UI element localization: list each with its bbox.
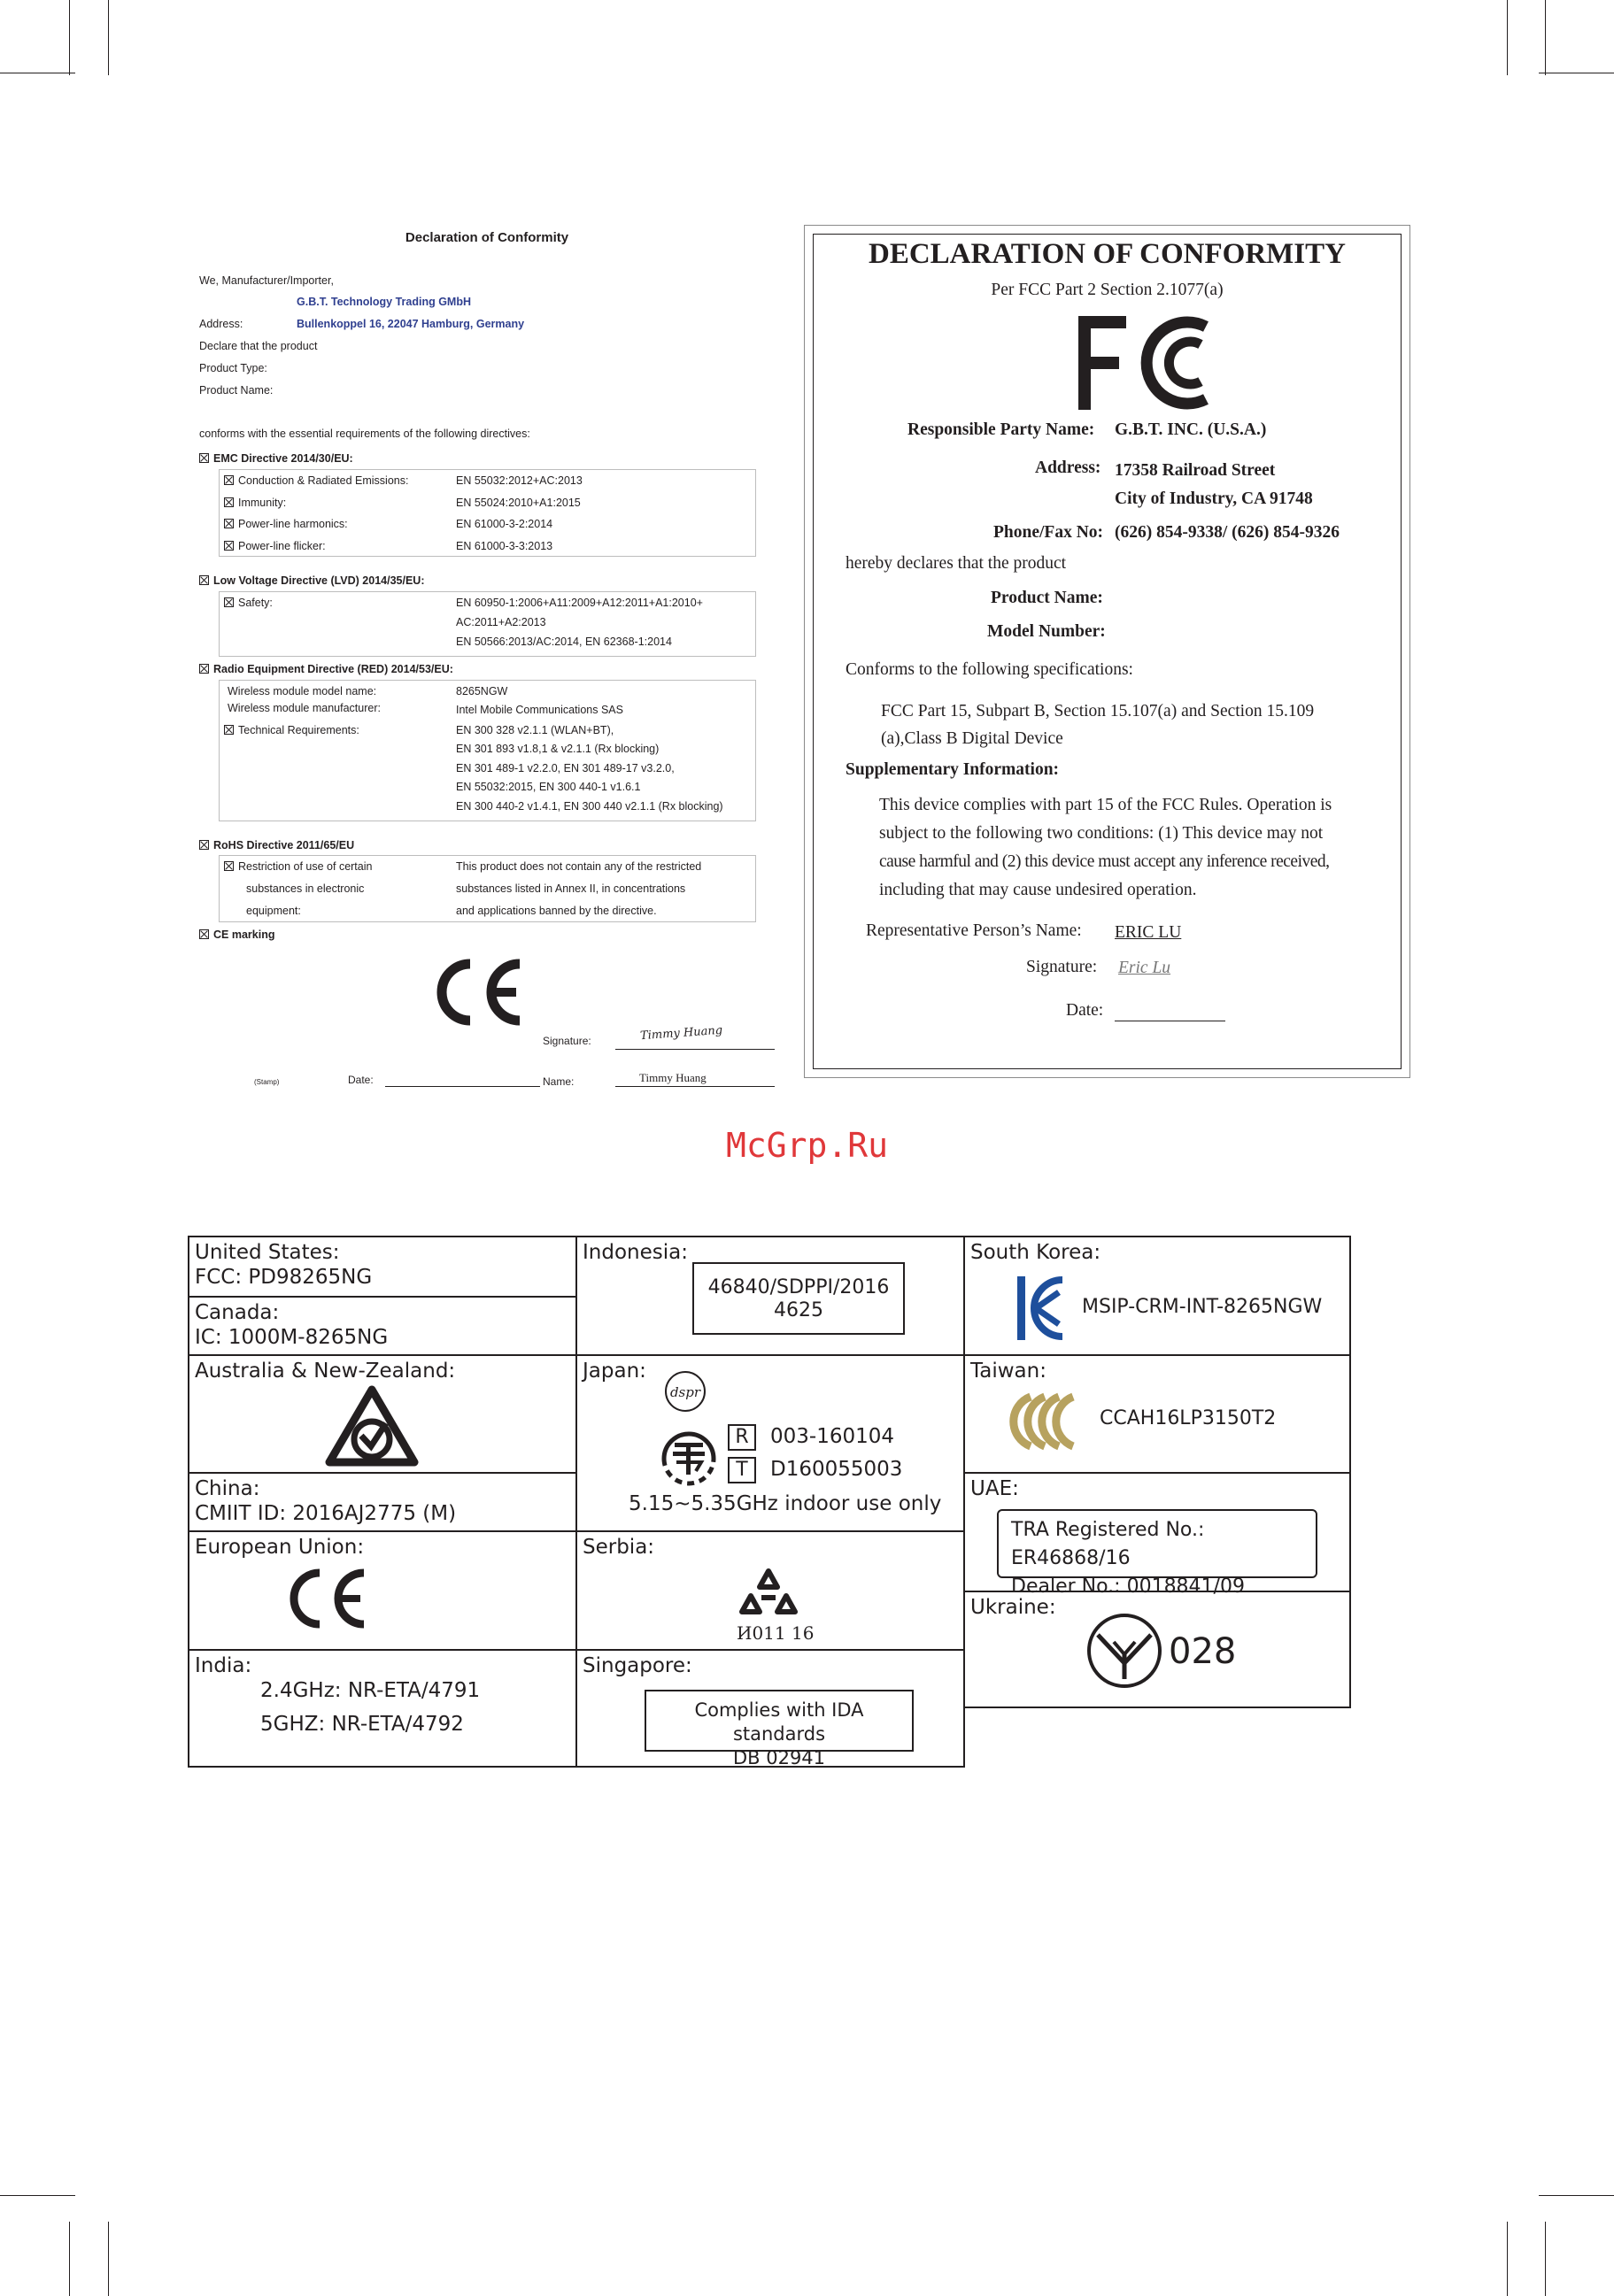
eu-declare: Declare that the product (199, 340, 318, 352)
red-tech-line: EN 301 489-1 v2.2.0, EN 301 489-17 v3.2.0, (456, 762, 675, 774)
fcc-address-label: Address: (1035, 458, 1101, 477)
fcc-spec-line1: FCC Part 15, Subpart B, Section 15.107(a) and Section 15.109 (881, 702, 1315, 720)
india-line2: 5GHZ: NR-ETA/4792 (260, 1713, 464, 1736)
ukraine-mark-icon (1084, 1610, 1165, 1691)
india-line1: 2.4GHz: NR-ETA/4791 (260, 1679, 481, 1702)
red-model-value: 8265NGW (456, 685, 508, 697)
fcc-rep-label: Representative Person’s Name: (866, 921, 1082, 940)
rohs-label: Restriction of use of certain (224, 860, 372, 873)
cell-china (188, 1472, 577, 1532)
red-mfr-label: Wireless module manufacturer: (228, 702, 381, 714)
fcc-address-line2: City of Industry, CA 91748 (1115, 489, 1313, 508)
name-line (615, 1086, 775, 1087)
fcc-address-line1: 17358 Railroad Street (1115, 461, 1276, 480)
kc-mark-icon (1015, 1273, 1066, 1344)
dspr-icon (662, 1368, 708, 1414)
fcc-model-number: Model Number: (987, 622, 1106, 641)
japan-t-value: D160055003 (770, 1458, 903, 1481)
fcc-signature: Eric Lu (1118, 959, 1171, 977)
eu-intro: We, Manufacturer/Importer, (199, 274, 334, 287)
singapore-label: Singapore: (583, 1654, 692, 1677)
japan-r-box: R (728, 1424, 756, 1451)
ce-logo (428, 957, 527, 1028)
fcc-spec-line2: (a),Class B Digital Device (881, 729, 1063, 748)
red-model-label: Wireless module model name: (228, 685, 377, 697)
rohs-value-line: and applications banned by the directive. (456, 905, 657, 917)
china-label: China: (195, 1477, 260, 1500)
fcc-rep-value: ERIC LU (1115, 923, 1182, 942)
emc-row: Conduction & Radiated Emissions: (224, 474, 408, 487)
japan-r-value: 003-160104 (770, 1425, 894, 1448)
red-tech-label: Technical Requirements: (224, 724, 359, 736)
lvd-heading: Low Voltage Directive (LVD) 2014/35/EU: (199, 574, 425, 587)
watermark: McGrp.Ru (725, 1126, 889, 1165)
serbia-value: И011 16 (737, 1622, 815, 1644)
uae-box (997, 1509, 1317, 1598)
canada-label: Canada: (195, 1301, 280, 1324)
eu-name-label: Name: (543, 1075, 575, 1088)
ce-mark-icon (282, 1568, 369, 1630)
singapore-line1: Complies with IDA standards (694, 1699, 864, 1745)
eu-product-type: Product Type: (199, 362, 267, 374)
red-heading: Radio Equipment Directive (RED) 2014/53/EU: (199, 663, 453, 675)
fcc-responsible-label: Responsible Party Name: (907, 420, 1095, 439)
fcc-supp-line: cause harmful and (2) this device must accept any inference received, (879, 852, 1330, 871)
indonesia-line2: 4625 (774, 1299, 823, 1321)
canada-value: IC: 1000M-8265NG (195, 1326, 389, 1349)
fcc-product-name: Product Name: (991, 589, 1103, 607)
cell-singapore (575, 1649, 965, 1768)
rohs-heading: RoHS Directive 2011/65/EU (199, 839, 354, 851)
ce-marking-label: CE marking (199, 928, 274, 941)
fcc-title: DECLARATION OF CONFORMITY (868, 238, 1346, 270)
cell-uae (963, 1472, 1351, 1598)
red-tech-line: EN 55032:2015, EN 300 440-1 v1.6.1 (456, 781, 641, 793)
uae-line1: TRA Registered No.: ER46868/16 (1011, 1519, 1205, 1569)
fcc-supp-line: subject to the following two conditions: (1) This device may not (879, 824, 1324, 843)
emc-row: Power-line harmonics: (224, 518, 348, 530)
cell-indonesia (575, 1236, 965, 1356)
uae-line2: Dealer No.: 0018841/09 (1011, 1576, 1245, 1598)
china-value: CMIIT ID: 2016AJ2775 (M) (195, 1502, 457, 1525)
fcc-signature-label: Signature: (1026, 958, 1098, 976)
fcc-phone-value: (626) 854-9338/ (626) 854-9326 (1115, 523, 1340, 542)
japan-t-box: T (728, 1457, 756, 1483)
stamp-label: (Stamp) (254, 1078, 280, 1086)
cell-european-union (188, 1530, 577, 1651)
rohs-label-line: equipment: (246, 905, 301, 917)
rohs-label-line: substances in electronic (246, 882, 365, 895)
korea-label: South Korea: (970, 1241, 1101, 1264)
emc-heading: EMC Directive 2014/30/EU: (199, 452, 353, 465)
red-tech-line: EN 300 440-2 v1.4.1, EN 300 440 v2.1.1 (Rx blocking) (456, 800, 723, 813)
cell-taiwan (963, 1354, 1351, 1474)
fcc-date-label: Date: (1066, 1001, 1104, 1020)
lvd-line: EN 60950-1:2006+A11:2009+A12:2011+A1:2010+ (456, 597, 703, 609)
eu-address: Bullenkoppel 16, 22047 Hamburg, Germany (297, 318, 525, 330)
eu-label: European Union: (195, 1536, 365, 1559)
rohs-value-line: This product does not contain any of the restricted (456, 860, 702, 873)
eu-address-label: Address: (199, 318, 243, 330)
emc-row-value: EN 61000-3-2:2014 (456, 518, 553, 530)
indonesia-line1: 46840/SDPPI/2016 (707, 1276, 890, 1298)
dspr-text: dspr (669, 1384, 701, 1400)
eu-declaration (199, 226, 775, 1093)
fcc-declaration (813, 234, 1402, 1069)
cell-japan (575, 1354, 965, 1532)
signature-line (615, 1049, 775, 1050)
anz-label: Australia & New-Zealand: (195, 1360, 456, 1383)
taiwan-label: Taiwan: (970, 1360, 1046, 1383)
fcc-conforms: Conforms to the following specifications: (846, 660, 1133, 679)
giteki-icon (653, 1423, 724, 1485)
fcc-responsible-value: G.B.T. INC. (U.S.A.) (1115, 420, 1267, 439)
fcc-hereby: hereby declares that the product (846, 554, 1067, 573)
korea-value: MSIP-CRM-INT-8265NGW (1082, 1296, 1323, 1318)
emc-row: Immunity: (224, 497, 286, 509)
lvd-line: AC:2011+A2:2013 (456, 616, 546, 628)
rohs-value-line: substances listed in Annex II, in concentrations (456, 882, 686, 895)
cell-ukraine (963, 1591, 1351, 1708)
fcc-phone-label: Phone/Fax No: (993, 523, 1104, 542)
emc-row: Power-line flicker: (224, 540, 326, 552)
emc-row-value: EN 61000-3-3:2013 (456, 540, 553, 552)
rcm-icon (322, 1384, 421, 1469)
singapore-box (645, 1690, 914, 1768)
cell-australia-nz (188, 1354, 577, 1474)
fcc-supp-line: including that may cause undesired operation. (879, 881, 1197, 899)
us-label: United States: (195, 1241, 340, 1264)
red-mfr-value: Intel Mobile Communications SAS (456, 704, 623, 716)
fcc-subtitle: Per FCC Part 2 Section 2.1077(a) (991, 281, 1224, 299)
cell-india (188, 1649, 577, 1768)
eu-signature-label: Signature: (543, 1035, 591, 1047)
singapore-line2: DB 02941 (732, 1747, 826, 1768)
eu-date-label: Date: (348, 1074, 374, 1086)
ukraine-value: 028 (1169, 1631, 1237, 1672)
india-label: India: (195, 1654, 252, 1677)
japan-note: 5.15~5.35GHz indoor use only (629, 1492, 942, 1515)
cell-south-korea (963, 1236, 1351, 1356)
fcc-supp-line: This device complies with part 15 of the FCC Rules. Operation is (879, 796, 1332, 814)
eu-title: Declaration of Conformity (405, 230, 569, 245)
date-line (385, 1086, 540, 1087)
cell-canada (188, 1296, 577, 1356)
serbia-label: Serbia: (583, 1536, 655, 1559)
uae-label: UAE: (970, 1477, 1019, 1500)
ukraine-label: Ukraine: (970, 1596, 1056, 1619)
eu-conforms: conforms with the essential requirements of the following directives: (199, 428, 530, 440)
fcc-logo-text: FC (1075, 311, 1077, 312)
emc-row-value: EN 55032:2012+AC:2013 (456, 474, 583, 487)
fcc-logo (1075, 311, 1216, 415)
cell-united-states (188, 1236, 577, 1298)
serbia-mark-icon (733, 1568, 804, 1624)
taiwan-value: CCAH16LP3150T2 (1100, 1407, 1277, 1429)
lvd-safety-label: Safety: (224, 597, 273, 609)
lvd-line: EN 50566:2013/AC:2014, EN 62368-1:2014 (456, 636, 672, 648)
indonesia-box (692, 1262, 905, 1335)
japan-label: Japan: (583, 1360, 646, 1383)
eu-name-value: Timmy Huang (639, 1071, 707, 1084)
red-tech-line: EN 301 893 v1.8,1 & v2.1.1 (Rx blocking) (456, 743, 660, 755)
indonesia-label: Indonesia: (583, 1241, 688, 1264)
cell-serbia (575, 1530, 965, 1651)
eu-signature: Timmy Huang (639, 1023, 723, 1044)
red-tech-line: EN 300 328 v2.1.1 (WLAN+BT), (456, 724, 614, 736)
emc-row-value: EN 55024:2010+A1:2015 (456, 497, 581, 509)
eu-company: G.B.T. Technology Trading GMbH (297, 296, 471, 308)
us-value: FCC: PD98265NG (195, 1266, 373, 1289)
fcc-supplementary: Supplementary Information: (846, 760, 1060, 779)
ncc-mark-icon (1015, 1390, 1087, 1453)
eu-product-name: Product Name: (199, 384, 274, 397)
